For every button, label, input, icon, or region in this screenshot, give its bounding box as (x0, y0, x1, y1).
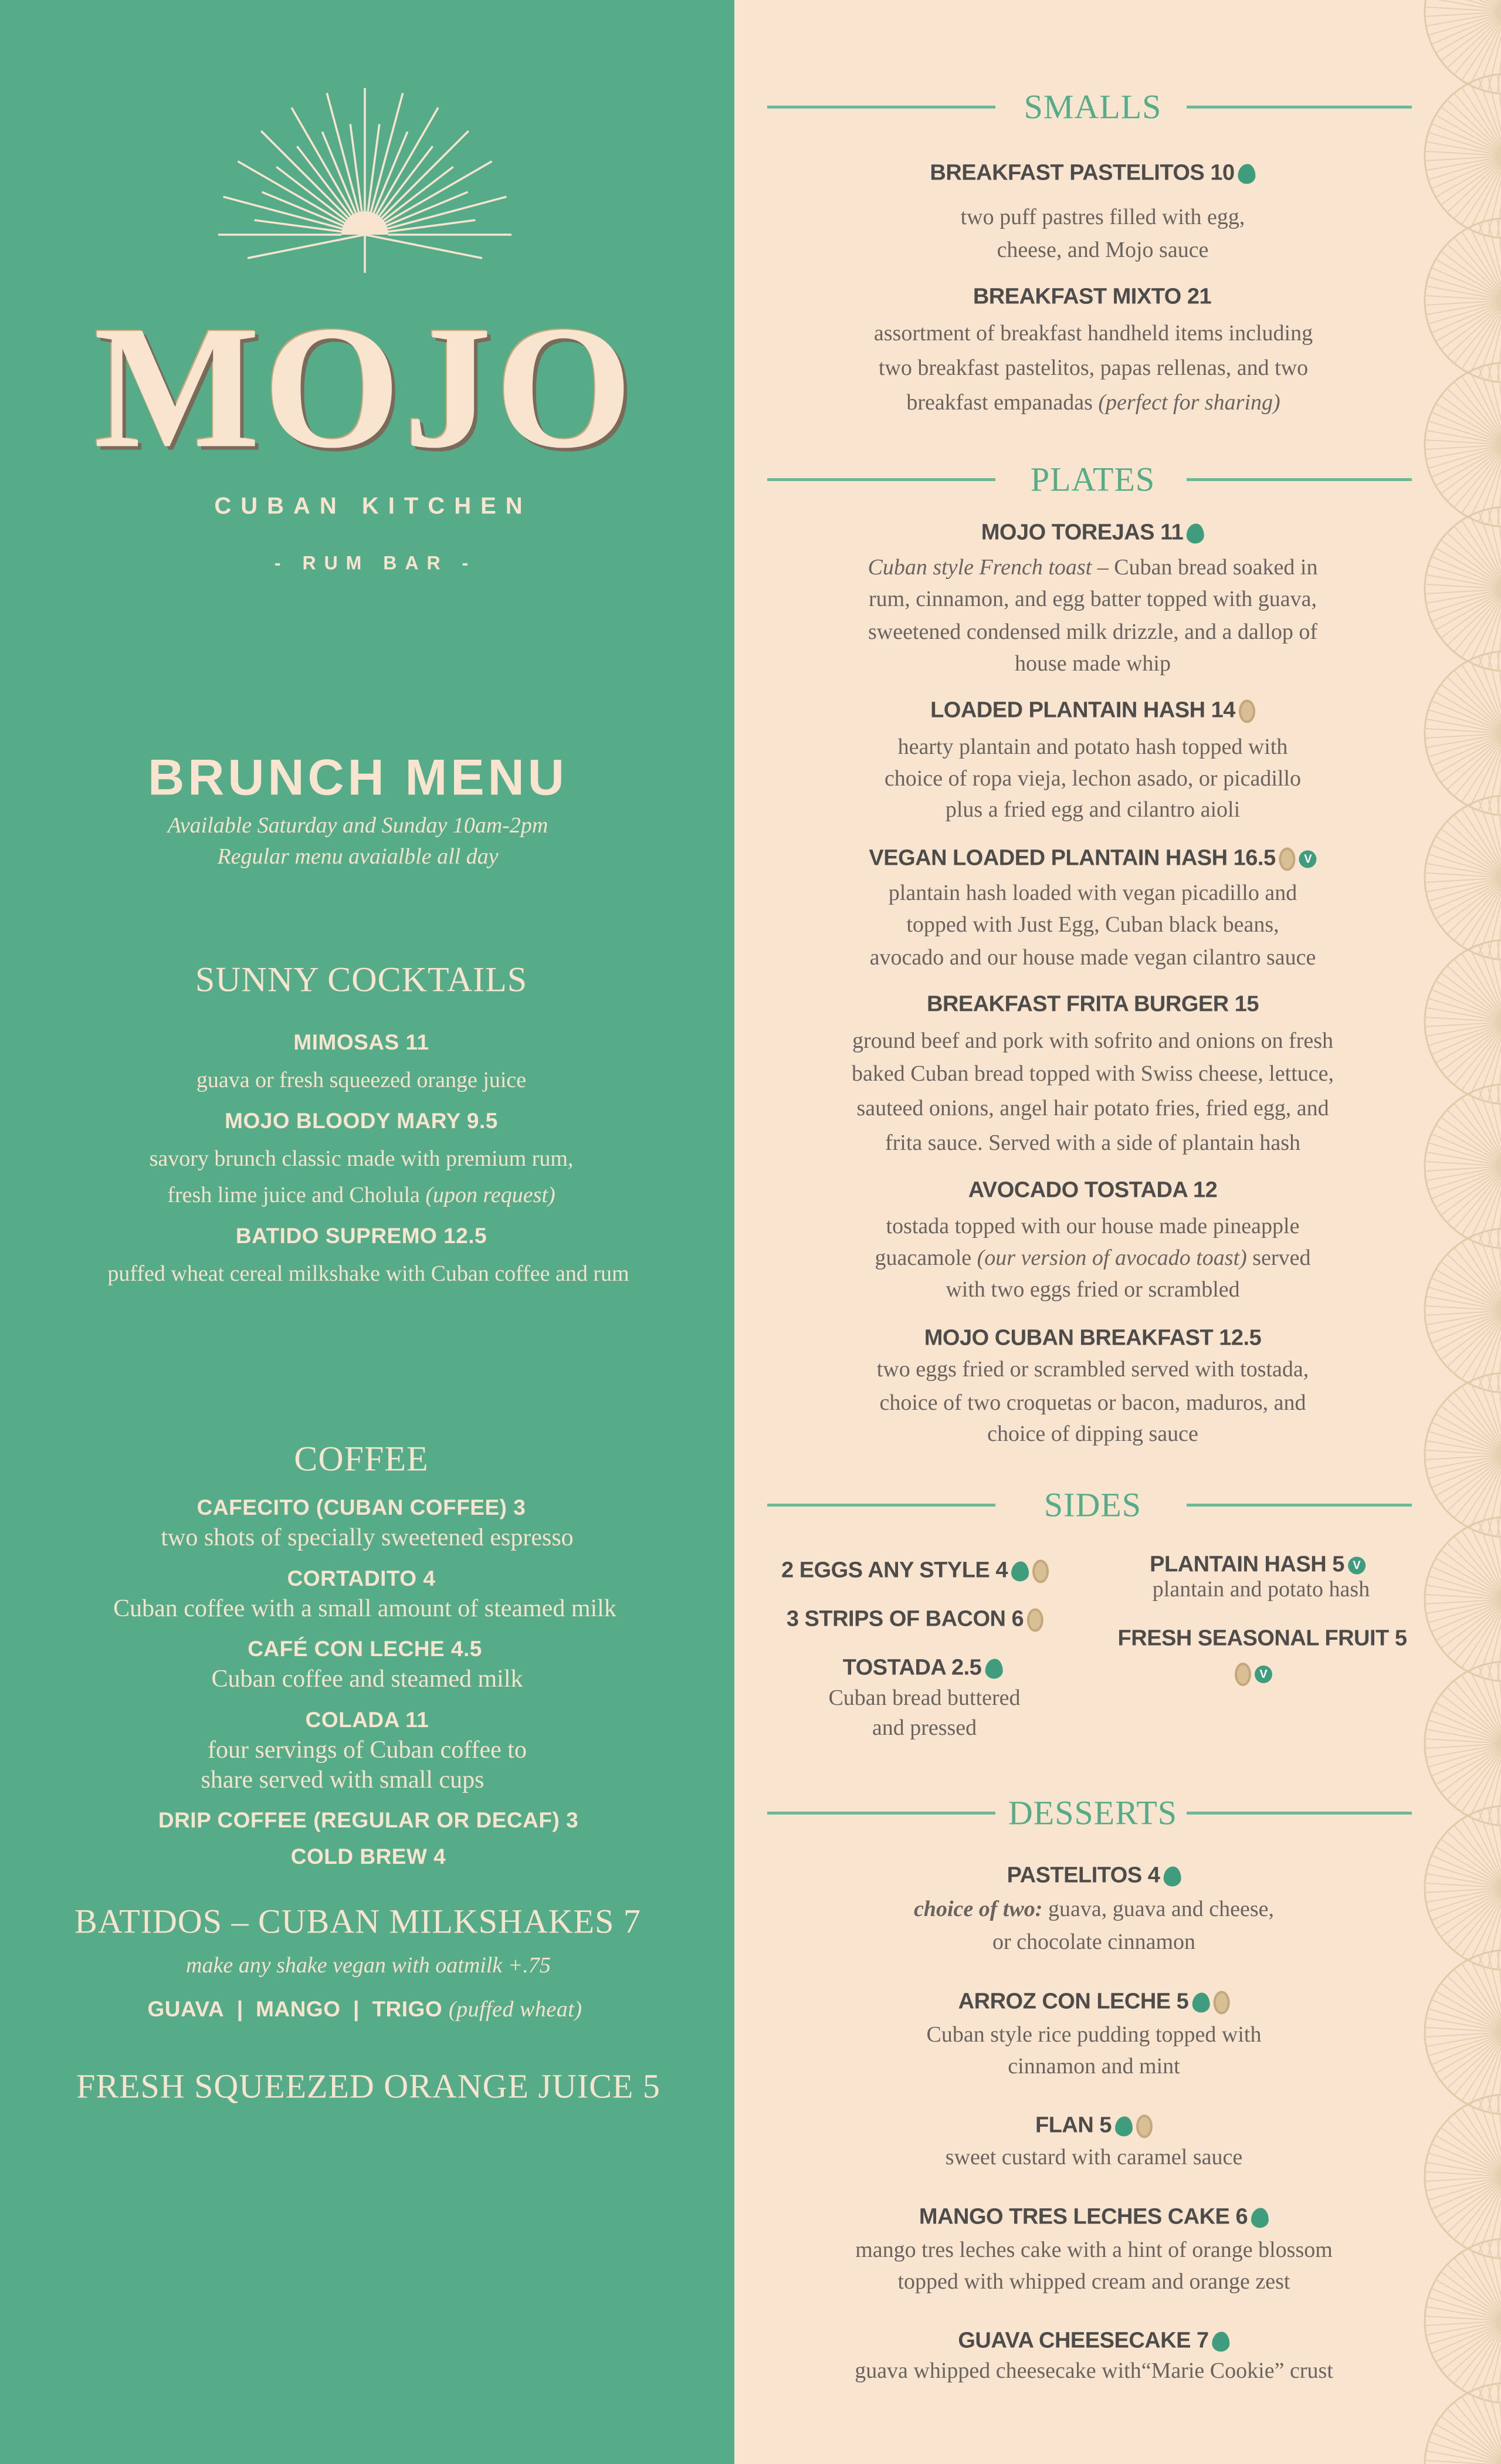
menu-item-name: BATIDO SUPREMO 12.5 (235, 1224, 487, 1248)
gold-badge-icon (1136, 2114, 1153, 2138)
menu-item-name (930, 698, 1255, 723)
menu-item-desc: and pressed (872, 1715, 977, 1740)
menu-item-desc: Cuban coffee with a small amount of steamed milk (113, 1595, 616, 1622)
menu-item-desc (906, 390, 1280, 415)
smalls-heading: SMALLS (1024, 87, 1162, 126)
fan-motif (1425, 796, 1501, 960)
gold-badge-icon (1027, 1608, 1043, 1632)
desc-text: served (1252, 1245, 1311, 1270)
menu-item-desc: four servings of Cuban coffee to (208, 1737, 527, 1764)
item-name-text: MANGO TRES LECHES CAKE 6 (919, 2204, 1248, 2229)
fan-motif (1425, 1806, 1501, 1970)
divider (1187, 106, 1412, 109)
menu-item-name (1035, 2113, 1153, 2138)
menu-item-desc: or chocolate cinnamon (992, 1930, 1196, 1954)
desserts-heading: DESSERTS (1008, 1793, 1178, 1832)
menu-item-desc: cinnamon and mint (1008, 2054, 1180, 2079)
menu-title: BRUNCH MENU (148, 749, 568, 806)
menu-item-name (1007, 1863, 1181, 1888)
sunburst-logo-icon (0, 0, 734, 305)
divider (767, 1812, 995, 1815)
divider (1187, 1504, 1412, 1507)
menu-item-desc: guava or fresh squeezed orange juice (196, 1068, 527, 1092)
item-name-text: FLAN 5 (1035, 2113, 1112, 2138)
item-name-text: GUAVA CHEESECAKE 7 (958, 2328, 1209, 2353)
fan-motif (1425, 507, 1501, 671)
leaf-icon (1251, 2208, 1269, 2228)
menu-item-name: CAFÉ CON LECHE 4.5 (248, 1637, 482, 1661)
menu-item-desc: with two eggs fried or scrambled (946, 1277, 1240, 1302)
item-icons (1231, 1663, 1272, 1686)
menu-item-name: CAFECITO (CUBAN COFFEE) 3 (196, 1495, 526, 1519)
flavor-guava: GUAVA (147, 1997, 225, 2021)
flavor-mango: MANGO (256, 1997, 341, 2021)
fan-motif (1425, 2239, 1501, 2403)
menu-item-desc: plantain and potato hash (1152, 1577, 1370, 1602)
fan-motif (1425, 651, 1501, 815)
vegan-icon: V (1348, 1556, 1366, 1574)
sides-heading: SIDES (1043, 1485, 1142, 1524)
menu-item-desc: topped with whipped cream and orange zest (897, 2269, 1290, 2294)
coffee-heading: COFFEE (294, 1439, 429, 1478)
menu-item-name (1150, 1552, 1366, 1578)
menu-item-desc (167, 1182, 555, 1208)
menu-item-name (930, 161, 1255, 186)
leaf-icon (1238, 164, 1256, 184)
item-name-text: VEGAN LOADED PLANTAIN HASH 16.5 (869, 845, 1276, 871)
menu-item-name: CORTADITO 4 (287, 1566, 436, 1590)
leaf-icon (1192, 1992, 1209, 2012)
menu-item-desc: share served with small cups (201, 1766, 484, 1793)
leaf-icon (1115, 2116, 1133, 2136)
divider (1187, 1812, 1412, 1815)
leaf-icon (1187, 523, 1204, 543)
menu-item-desc: Cuban coffee and steamed milk (211, 1666, 523, 1693)
desc-text: fresh lime juice and Cholula (167, 1183, 420, 1207)
menu-item-name (781, 1558, 1049, 1583)
desc-text: guacamole (875, 1245, 977, 1270)
menu-item-desc: plus a fried egg and cilantro aioli (945, 797, 1241, 822)
fan-motif (1425, 940, 1501, 1104)
fan-motif (1425, 74, 1501, 238)
item-name-text: PLANTAIN HASH 5 (1150, 1552, 1344, 1577)
menu-item-name: MIMOSAS 11 (293, 1030, 429, 1054)
sunburst-ray (248, 235, 365, 258)
batidos-note: make any shake vegan with oatmilk +.75 (186, 1953, 551, 1978)
fan-motif (1425, 1950, 1501, 2114)
menu-item-name: COLADA 11 (305, 1708, 429, 1732)
item-name-text: MOJO TOREJAS 11 (981, 520, 1184, 545)
item-name-text: TOSTADA 2.5 (842, 1655, 982, 1680)
menu-item-name: BREAKFAST MIXTO 21 (973, 284, 1212, 309)
menu-item-desc: hearty plantain and potato hash topped with (897, 735, 1288, 759)
menu-item-desc: guava whipped cheesecake with“Marie Cookie” crust (855, 2358, 1333, 2383)
logo-subtitle: CUBAN KITCHEN (214, 493, 532, 519)
fan-motif (1425, 1517, 1501, 1681)
desc-lead: choice of two: (913, 1897, 1043, 1921)
menu-item-name (919, 2205, 1269, 2230)
fan-motif (1425, 2094, 1501, 2259)
menu-item-name (958, 1989, 1230, 2015)
menu-item-name (869, 846, 1316, 871)
menu-item-name: BREAKFAST FRITA BURGER 15 (927, 991, 1259, 1017)
divider (767, 1504, 995, 1507)
item-name-text: ARROZ CON LECHE 5 (958, 1989, 1189, 2014)
item-name-text: 2 EGGS ANY STYLE 4 (781, 1558, 1008, 1583)
leaf-icon (1011, 1561, 1029, 1581)
fan-motif (1425, 1228, 1501, 1393)
flavor-trigo: TRIGO (372, 1997, 443, 2021)
fan-motif (1425, 1661, 1501, 1826)
divider (767, 106, 995, 109)
menu-item-name (787, 1607, 1043, 1632)
menu-item-desc: cheese, and Mojo sauce (997, 238, 1209, 262)
fan-motif (1425, 0, 1501, 94)
menu-item-name: FRESH SEASONAL FRUIT 5 (1117, 1626, 1407, 1651)
menu-item-desc: tostada topped with our house made pineapple (886, 1214, 1300, 1238)
menu-item-name (843, 1656, 1003, 1681)
menu-item-desc: sweet custard with caramel sauce (945, 2145, 1243, 2169)
vegan-icon: V (1255, 1666, 1272, 1683)
menu-item-desc: frita sauce. Served with a side of plantain hash (885, 1131, 1301, 1155)
menu-item-desc: avocado and our house made vegan cilantro sauce (869, 945, 1316, 970)
menu-item-desc: choice of two croquetas or bacon, maduros, and (879, 1390, 1306, 1415)
separator: | (353, 1997, 360, 2021)
leaf-icon (1163, 1866, 1181, 1886)
menu-item-name (981, 520, 1204, 546)
left-panel (0, 0, 734, 2464)
menu-item-desc: mango tres leches cake with a hint of orange blossom (855, 2238, 1333, 2262)
plates-heading: PLATES (1030, 460, 1156, 499)
fan-motif (1425, 1084, 1501, 1248)
juice-heading: FRESH SQUEEZED ORANGE JUICE 5 (76, 2067, 660, 2106)
menu-item-desc: Cuban style rice pudding topped with (926, 2022, 1262, 2047)
gold-badge-icon (1213, 1991, 1229, 2014)
desc-text: breakfast empanadas (906, 390, 1093, 415)
sunburst-ray (365, 235, 482, 258)
menu-item-desc: choice of ropa vieja, lechon asado, or picadillo (884, 766, 1302, 791)
menu-item-desc: savory brunch classic made with premium rum, (149, 1146, 574, 1171)
item-name-text: 3 STRIPS OF BACON 6 (786, 1606, 1024, 1632)
item-name-text: LOADED PLANTAIN HASH 14 (930, 698, 1235, 723)
fan-motif (1425, 363, 1501, 527)
separator: | (236, 1997, 243, 2021)
logo-tagline-text: RUM BAR (302, 552, 449, 574)
menu-item-name: AVOCADO TOSTADA 12 (968, 1177, 1218, 1203)
item-name-text: BREAKFAST PASTELITOS 10 (930, 160, 1235, 185)
menu-item-desc: plantain hash loaded with vegan picadillo and (888, 881, 1297, 905)
desc-note: (perfect for sharing) (1098, 390, 1280, 415)
fan-motif (1425, 218, 1501, 383)
leaf-icon (1212, 2331, 1230, 2351)
menu-item-desc (875, 1245, 1311, 1271)
sunburst-ray (381, 131, 468, 218)
desc-note: (upon request) (425, 1183, 555, 1207)
menu-item-name: MOJO BLOODY MARY 9.5 (225, 1109, 498, 1133)
desc-note: (our version of avocado toast) (977, 1245, 1247, 1270)
menu-item-desc: two breakfast pastelitos, papas rellenas, and two (878, 356, 1309, 380)
desc-text: guava, guava and cheese, (1042, 1897, 1275, 1921)
fan-motif (1425, 1373, 1501, 1537)
availability-text: Available Saturday and Sunday 10am-2pm (167, 813, 548, 838)
menu-item-desc: rum, cinnamon, and egg batter topped with guava, (868, 587, 1317, 611)
regular-menu-text: Regular menu avaialble all day (217, 844, 499, 869)
menu-item-desc: baked Cuban bread topped with Swiss cheese, lettuce, (851, 1061, 1334, 1086)
menu-item-desc: Cuban bread buttered (828, 1685, 1021, 1710)
menu-item-desc: puffed wheat cereal milkshake with Cuban coffee and rum (107, 1261, 629, 1286)
menu-item-desc: sauteed onions, angel hair potato fries, fried egg, and (856, 1096, 1329, 1121)
sunburst-ray (261, 131, 348, 218)
cocktails-heading: SUNNY COCKTAILS (195, 960, 528, 999)
gold-badge-icon (1279, 847, 1296, 871)
batidos-heading: BATIDOS – CUBAN MILKSHAKES 7 (74, 1902, 641, 1941)
divider (767, 478, 995, 481)
menu-item-desc (868, 554, 1318, 580)
menu-item-desc: house made whip (1015, 651, 1171, 676)
gold-badge-icon (1235, 1663, 1251, 1686)
menu-item-desc: assortment of breakfast handheld items including (873, 321, 1313, 346)
menu-item-name (958, 2328, 1229, 2354)
menu-item-desc: topped with Just Egg, Cuban black beans, (906, 912, 1279, 937)
menu-item-desc: choice of dipping sauce (987, 1421, 1198, 1446)
menu-item-desc: two eggs fried or scrambled served with tostada, (876, 1357, 1309, 1382)
batidos-flavors (148, 1996, 582, 2022)
gold-badge-icon (1032, 1559, 1049, 1583)
menu-item-desc: ground beef and pork with sofrito and onions on fresh (852, 1028, 1334, 1053)
menu-item-name: DRIP COFFEE (REGULAR OR DECAF) 3 (158, 1808, 579, 1832)
menu-item-desc: sweetened condensed milk drizzle, and a dallop of (868, 620, 1318, 644)
menu-item-desc (914, 1896, 1274, 1922)
menu-item-name: MOJO CUBAN BREAKFAST 12.5 (924, 1325, 1262, 1351)
gold-badge-icon (1239, 699, 1255, 723)
menu-item-desc: two shots of specially sweetened espresso (161, 1524, 574, 1551)
leaf-icon (985, 1659, 1002, 1678)
menu-item-name: COLD BREW 4 (290, 1844, 446, 1869)
desc-lead: Cuban style French toast (868, 555, 1092, 580)
divider (1187, 478, 1412, 481)
vegan-icon: V (1299, 850, 1317, 868)
trigo-note: (puffed wheat) (448, 1997, 582, 2022)
menu-item-desc: two puff pastres filled with egg, (960, 205, 1245, 229)
logo-wordmark: MOJO (94, 289, 636, 485)
item-name-text: PASTELITOS 4 (1007, 1863, 1160, 1888)
desc-text: – Cuban bread soaked in (1092, 555, 1318, 580)
logo-tagline: - RUM BAR - (274, 552, 477, 574)
